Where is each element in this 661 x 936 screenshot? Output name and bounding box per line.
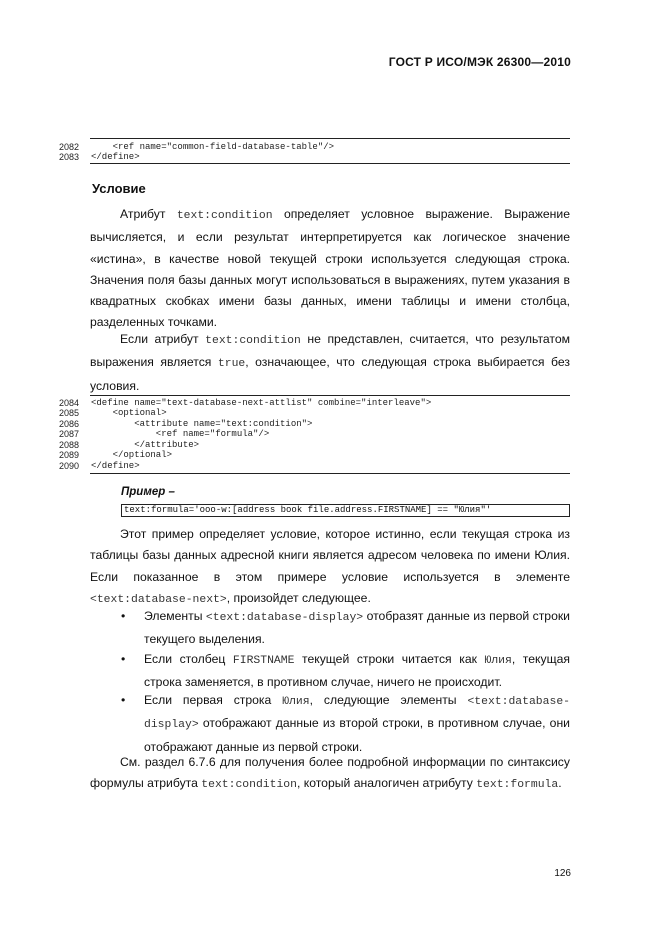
inline-code: <text:database-display>: [144, 696, 570, 732]
line-number: 2082: [59, 142, 80, 152]
inline-code: Юлия: [282, 696, 310, 708]
line-number: 2086: [59, 419, 80, 429]
inline-code: <text:database-next>: [90, 593, 227, 606]
code-block-bottom-rule: [90, 163, 570, 164]
code-line: <ref name="common-field-database-table"/>: [91, 142, 335, 152]
code-line: <optional>: [91, 408, 167, 418]
paragraph-text: , который аналогичен атрибуту: [296, 776, 477, 791]
example-label: Пример –: [121, 486, 175, 498]
bullet-text: отобразят данные из первой строки текущего выделения.: [144, 609, 570, 647]
line-number: 2087: [59, 429, 80, 439]
code-line: </define>: [91, 152, 140, 162]
paragraph-text: , произойдет следующее.: [226, 590, 371, 605]
bullet-text: Если первая строка: [144, 693, 283, 707]
bullet-text: Элементы: [144, 609, 206, 623]
inline-code: Юлия: [484, 655, 512, 667]
bullet-marker: •: [121, 652, 126, 666]
paragraph-text: .: [558, 776, 562, 791]
bullet-item: [144, 606, 570, 651]
bullet-text: Если столбец: [144, 652, 233, 666]
inline-code: text:condition: [201, 779, 297, 792]
code-line: <define name="text-database-next-attlist" combine="interleave">: [91, 398, 432, 408]
bullet-marker: •: [121, 693, 126, 707]
line-number: 2088: [59, 440, 80, 450]
inline-code: <text:database-display>: [205, 612, 364, 624]
code-block-bottom-rule: [90, 473, 570, 474]
paragraph-text: , означающее, что следующая строка выбирается без условия.: [90, 355, 570, 393]
paragraph-text: Если атрибут: [120, 332, 206, 346]
inline-code: text:condition: [176, 210, 273, 222]
paragraph-text: Атрибут: [120, 207, 177, 221]
code-block-top-rule: [90, 395, 570, 396]
line-number: 2084: [59, 398, 80, 408]
bullet-text: текущей строки читается как: [294, 652, 485, 666]
paragraph-example-explanation: [90, 524, 570, 611]
inline-code: text:condition: [205, 335, 301, 347]
inline-code: FIRSTNAME: [232, 655, 295, 667]
paragraph-text: не представлен, считается, что результатом выражения является: [90, 332, 570, 370]
paragraph-condition-description: [90, 204, 570, 334]
page-number: 126: [554, 868, 571, 879]
paragraph-condition-default: [90, 329, 570, 397]
code-block-top-rule: [90, 138, 570, 139]
paragraph-text: определяет условное выражение. Выражение вычисляется, и если результат интерпретируется как логическое значение «истина», в качестве новой текущей строки используется следующая строка. Значения поля базы данных могут использоваться в выражениях, путем указания в квадратных скобках имени базы данных, имени таблицы и имени столбца, разделенных точками.: [90, 207, 570, 330]
code-line: </optional>: [91, 450, 173, 460]
bullet-marker: •: [121, 609, 126, 623]
inline-code: text:formula: [476, 779, 559, 792]
line-number: 2090: [59, 461, 80, 471]
section-title: Условие: [92, 181, 146, 196]
line-number: 2085: [59, 408, 80, 418]
code-line: <attribute name="text:condition">: [91, 419, 313, 429]
code-line: </define>: [91, 461, 140, 471]
inline-code: true: [217, 358, 246, 371]
example-formula: text:formula='ooo-w:[address book file.address.FIRSTNAME] == "Юлия"': [121, 504, 570, 517]
document-header: ГОСТ Р ИСО/МЭК 26300—2010: [388, 55, 571, 69]
line-number: 2083: [59, 152, 80, 162]
line-number: 2089: [59, 450, 80, 460]
bullet-text: , следующие элементы: [309, 693, 468, 707]
paragraph-see-also: [90, 752, 570, 797]
bullet-item: [144, 690, 570, 758]
code-line: </attribute>: [91, 440, 200, 450]
paragraph-text: Этот пример определяет условие, которое истинно, если текущая строка из таблицы базы данных адресной книги является адресом человека по имени Юлия. Если показанное в этом примере условие используется в элементе: [90, 527, 570, 584]
bullet-text: , текущая строка заменяется, в противном случае, ничего не происходит.: [144, 652, 571, 690]
code-line: <ref name="formula"/>: [91, 429, 270, 439]
bullet-item: [144, 649, 570, 694]
paragraph-text: См. раздел 6.7.6 для получения более подробной информации по синтаксису формулы атрибута: [90, 755, 570, 791]
bullet-text: отображают данные из второй строки, в противном случае, они отображают данные из первой строки.: [144, 716, 570, 754]
